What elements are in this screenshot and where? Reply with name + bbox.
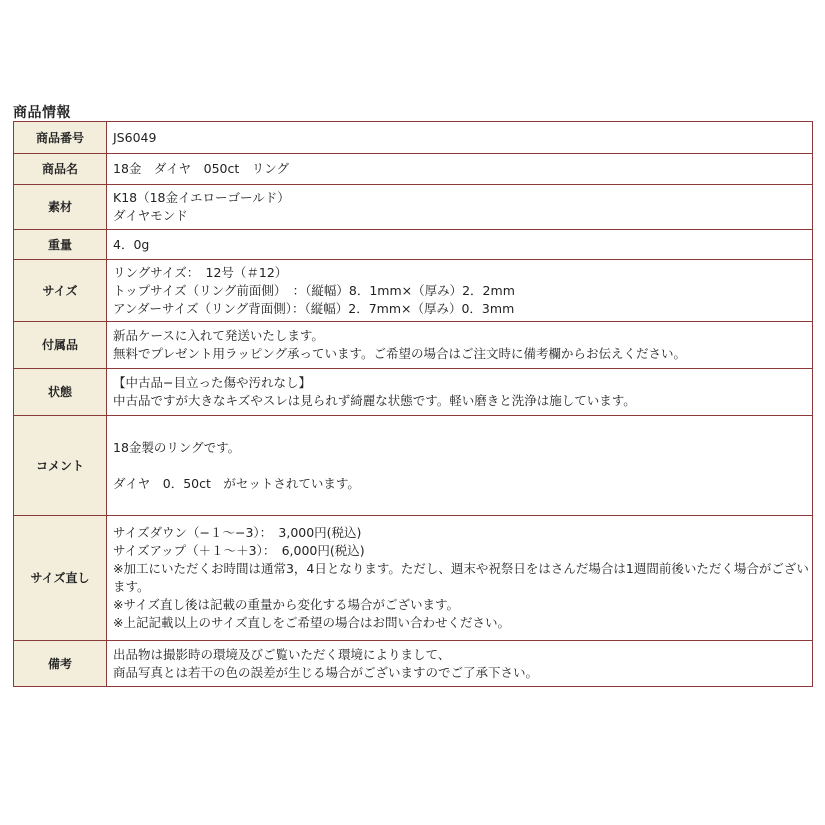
table-row-notes — [14, 641, 813, 687]
row-label: 備考 — [14, 641, 107, 687]
row-value: JS6049 — [107, 122, 813, 154]
row-label: 商品名 — [14, 154, 107, 185]
product-info-table — [13, 121, 813, 687]
row-label: 素材 — [14, 185, 107, 230]
row-value: 18金 ダイヤ 050ct リング — [107, 154, 813, 185]
row-value: リングサイズ： 12号（＃12） トップサイズ（リング前面側） ：（縦幅）8．1mm×（厚み）2．2mm アンダーサイズ（リング背面側）：（縦幅）2．7mm×（厚み）0．3mm — [107, 260, 813, 322]
row-value: 18金製のリングです。 ダイヤ 0．50ct がセットされています。 — [107, 416, 813, 516]
row-label: コメント — [14, 416, 107, 516]
row-label: サイズ — [14, 260, 107, 322]
row-value: サイズダウン（−１〜−3）： 3,000円(税込) サイズアップ（＋１〜＋3）： 6,000円(税込) ※加工にいただくお時間は通常3，4日となります。ただし、週末や祝祭日をはさんだ場合は1週間前後いただく場合がございます。 ※サイズ直し後は記載の重量から変化する場合がございます。 ※上記記載以上のサイズ直しをご希望の場合はお問い合わせください。 — [107, 516, 813, 641]
row-value: K18（18金イエローゴールド） ダイヤモンド — [107, 185, 813, 230]
table-row-product-number — [14, 122, 813, 154]
table-row-comment — [14, 416, 813, 516]
row-label: 状態 — [14, 369, 107, 416]
table-row-size-adjustment — [14, 516, 813, 641]
table-row-size — [14, 260, 813, 322]
row-value: 4．0g — [107, 230, 813, 260]
table-row-condition — [14, 369, 813, 416]
table-row-product-name — [14, 154, 813, 185]
row-value: 【中古品−目立った傷や汚れなし】 中古品ですが大きなキズやスレは見られず綺麗な状態です。軽い磨きと洗浄は施しています。 — [107, 369, 813, 416]
row-label: 重量 — [14, 230, 107, 260]
row-value: 新品ケースに入れて発送いたします。 無料でプレゼント用ラッピング承っています。ご希望の場合はご注文時に備考欄からお伝えください。 — [107, 322, 813, 369]
table-row-accessories — [14, 322, 813, 369]
row-label: 商品番号 — [14, 122, 107, 154]
section-title: 商品情報 — [13, 105, 71, 121]
row-value: 出品物は撮影時の環境及びご覧いただく環境によりまして、 商品写真とは若干の色の誤差が生じる場合がございますのでご了承下さい。 — [107, 641, 813, 687]
table-row-material — [14, 185, 813, 230]
table-row-weight — [14, 230, 813, 260]
row-label: 付属品 — [14, 322, 107, 369]
row-label: サイズ直し — [14, 516, 107, 641]
